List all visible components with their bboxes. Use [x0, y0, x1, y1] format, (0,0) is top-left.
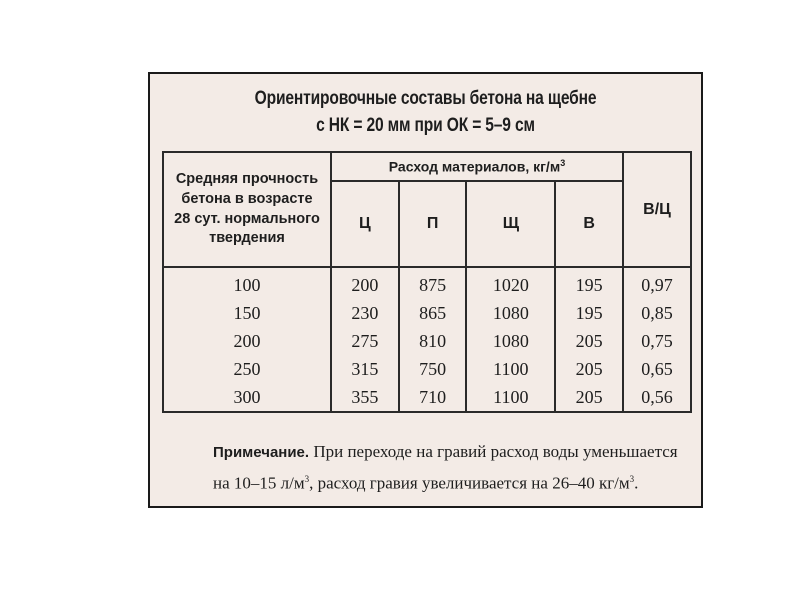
table-note: [213, 438, 693, 497]
cell-sand: 810: [399, 327, 467, 355]
cell-wc: 0,56: [623, 383, 691, 412]
cell-cement: 230: [331, 299, 399, 327]
cell-water: 205: [555, 383, 623, 412]
cell-cement: 200: [331, 267, 399, 299]
cell-strength: 100: [163, 267, 331, 299]
cell-crushed-stone: 1100: [466, 355, 555, 383]
cell-strength: 300: [163, 383, 331, 412]
cell-sand: 750: [399, 355, 467, 383]
header-water: В: [555, 181, 623, 267]
header-group-sup: 3: [560, 157, 566, 168]
header-water-cement-ratio: В/Ц: [623, 152, 691, 267]
note-sup-2: 3: [629, 474, 635, 484]
header-strength: [163, 152, 331, 267]
table-title-line-1: Ориентировочные составы бетона на щебне: [254, 88, 597, 109]
cell-cement: 355: [331, 383, 399, 412]
header-strength-line: бетона в возрасте: [181, 190, 313, 207]
header-materials-consumption: [331, 152, 623, 181]
header-strength-line: 28 сут. нормального: [174, 210, 320, 227]
header-crushed-stone: Щ: [466, 181, 555, 267]
cell-wc: 0,85: [623, 299, 691, 327]
cell-water: 205: [555, 355, 623, 383]
header-strength-line: Средняя прочность: [175, 171, 319, 188]
note-text-b: , расход гравия увеличивается на 26–40 кг/м: [309, 473, 630, 493]
cell-sand: 710: [399, 383, 467, 412]
table-row: [163, 383, 691, 412]
cell-crushed-stone: 1080: [466, 299, 555, 327]
cell-strength: 150: [163, 299, 331, 327]
header-cement: Ц: [331, 181, 399, 267]
cell-sand: 875: [399, 267, 467, 299]
cell-water: 195: [555, 267, 623, 299]
header-sand: П: [399, 181, 467, 267]
cell-cement: 275: [331, 327, 399, 355]
table-row: [163, 327, 691, 355]
cell-sand: 865: [399, 299, 467, 327]
cell-crushed-stone: 1080: [466, 327, 555, 355]
note-text-a: При переходе на гравий расход воды уменьшается на 10–15 л/м: [213, 442, 678, 493]
cell-wc: 0,65: [623, 355, 691, 383]
cell-wc: 0,97: [623, 267, 691, 299]
note-label: Примечание.: [213, 444, 310, 461]
table-row: [163, 267, 691, 299]
cell-crushed-stone: 1100: [466, 383, 555, 412]
concrete-composition-table: [162, 151, 692, 413]
header-group-label: Расход материалов, кг/м: [388, 158, 561, 175]
table-row: [163, 355, 691, 383]
header-strength-line: твердения: [209, 230, 285, 247]
cell-strength: 200: [163, 327, 331, 355]
note-sup-1: 3: [304, 474, 310, 484]
note-text-c: .: [634, 473, 639, 493]
cell-crushed-stone: 1020: [466, 267, 555, 299]
cell-water: 205: [555, 327, 623, 355]
cell-cement: 315: [331, 355, 399, 383]
cell-wc: 0,75: [623, 327, 691, 355]
cell-water: 195: [555, 299, 623, 327]
scanned-table-page: [148, 72, 703, 508]
table-title-line-2: с НК = 20 мм при ОК = 5–9 см: [316, 115, 535, 136]
cell-strength: 250: [163, 355, 331, 383]
table-row: [163, 299, 691, 327]
